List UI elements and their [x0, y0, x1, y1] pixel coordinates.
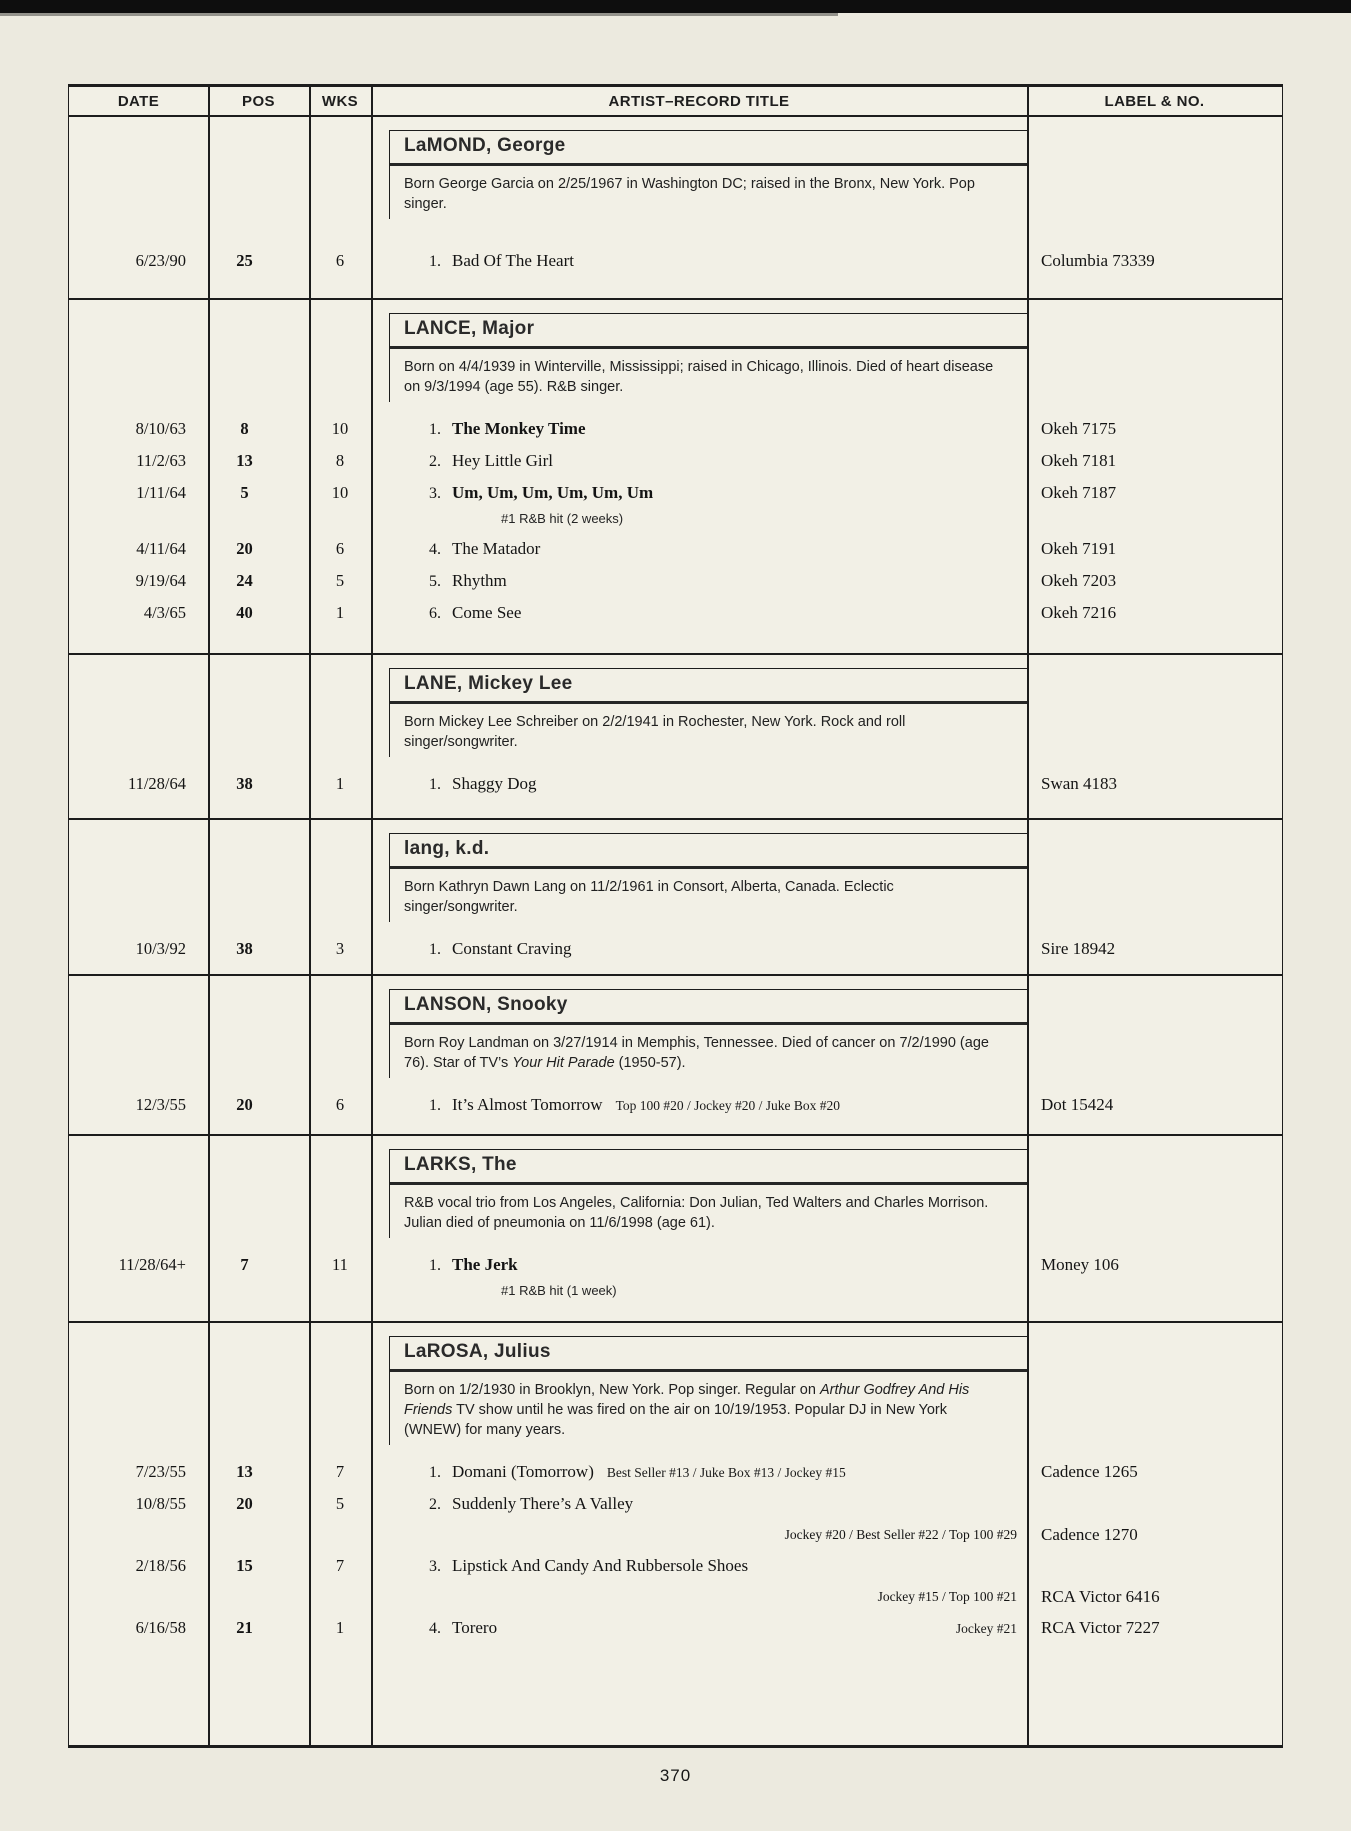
weeks-charted-cell: 6 [335, 251, 345, 270]
song-title-cell [371, 603, 1027, 623]
artist-name: LaROSA, Julius [390, 1336, 1027, 1372]
artist-section [69, 300, 1282, 655]
artist-bio [390, 704, 1027, 757]
header-wks: WKS [321, 92, 359, 110]
chart-positions-note: Jockey #21 [955, 1621, 1017, 1636]
record-entries [69, 1089, 1282, 1121]
song-title: It’s Almost Tomorrow [452, 1095, 603, 1114]
record-label: Okeh 7216 [1041, 603, 1117, 622]
scan-edge-top [0, 0, 1351, 13]
artist-header-block [389, 1149, 1027, 1238]
song-title: Constant Craving [452, 939, 572, 958]
song-title-cell [371, 571, 1027, 591]
peak-position-cell: 25 [236, 251, 253, 270]
record-subnote-row [69, 1281, 1282, 1305]
date-cell: 4/3/65 [143, 603, 186, 622]
date-cell: 8/10/63 [135, 419, 186, 438]
peak-position-cell: 20 [236, 539, 253, 558]
weeks-charted-cell: 3 [335, 939, 345, 958]
header-pos: POS [242, 92, 275, 110]
track-number: 2. [429, 1496, 441, 1513]
peak-position-cell: 40 [236, 603, 253, 622]
chart-positions-row [69, 1520, 1282, 1550]
rnb-hit-note: #1 R&B hit (1 week) [501, 1283, 617, 1298]
bio-text: (1950-57). [614, 1055, 686, 1071]
artist-header-block [389, 313, 1027, 402]
chart-positions-note: Jockey #15 / Top 100 #21 [877, 1589, 1017, 1604]
record-label: RCA Victor 7227 [1041, 1618, 1160, 1637]
record-row [69, 597, 1282, 629]
record-entries [69, 413, 1282, 629]
peak-position-cell: 5 [240, 483, 249, 502]
date-cell: 2/18/56 [135, 1556, 186, 1575]
chart-table [68, 84, 1283, 1748]
weeks-charted-cell: 1 [335, 603, 345, 622]
record-row [69, 445, 1282, 477]
date-cell: 4/11/64 [136, 539, 186, 558]
bio-text: Born on 1/2/1930 in Brooklyn, New York. Pop singer. Regular on [404, 1382, 820, 1398]
date-cell: 6/23/90 [135, 251, 186, 270]
date-cell: 11/2/63 [136, 451, 186, 470]
song-title-cell [371, 251, 1027, 271]
song-title: Bad Of The Heart [452, 251, 574, 270]
record-row [69, 1612, 1282, 1644]
song-title: Come See [452, 603, 522, 622]
bio-text: Born Roy Landman on 3/27/1914 in Memphis, Tennessee. Died of cancer on 7/2/1990 (age 76). Star of TV’s [404, 1035, 989, 1071]
record-row [69, 245, 1282, 277]
peak-position-cell: 8 [240, 419, 249, 438]
artist-header-block [389, 989, 1027, 1078]
song-title-cell [371, 451, 1027, 471]
peak-position-cell: 15 [236, 1556, 253, 1575]
artist-name: lang, k.d. [390, 833, 1027, 869]
artist-name: LANSON, Snooky [390, 989, 1027, 1025]
record-label: Okeh 7203 [1041, 571, 1117, 590]
record-label: Okeh 7175 [1041, 419, 1117, 438]
track-number: 1. [429, 253, 441, 270]
record-label: Okeh 7181 [1041, 451, 1117, 470]
track-number: 4. [429, 1620, 441, 1637]
weeks-charted-cell: 6 [335, 1095, 345, 1114]
song-title: The Monkey Time [452, 419, 586, 438]
artist-bio [390, 349, 1027, 402]
record-row [69, 1249, 1282, 1281]
artist-name: LANCE, Major [390, 313, 1027, 349]
weeks-charted-cell: 11 [332, 1255, 348, 1274]
track-number: 5. [429, 573, 441, 590]
artist-header-block [389, 1336, 1027, 1445]
date-cell: 11/28/64+ [118, 1255, 186, 1274]
bio-text: Born Mickey Lee Schreiber on 2/2/1941 in Rochester, New York. Rock and roll singer/songwriter. [404, 714, 906, 750]
artist-bio [390, 1025, 1027, 1078]
record-row [69, 1488, 1282, 1520]
song-title-cell [371, 1556, 1027, 1576]
track-number: 4. [429, 541, 441, 558]
track-number: 1. [429, 776, 441, 793]
track-number: 2. [429, 453, 441, 470]
artist-section [69, 1136, 1282, 1323]
song-title-cell [371, 1095, 1027, 1115]
weeks-charted-cell: 7 [335, 1462, 345, 1481]
bio-text: Your Hit Parade [512, 1055, 615, 1071]
record-entries [69, 933, 1282, 965]
page-number: 370 [659, 1766, 692, 1785]
artist-section [69, 976, 1282, 1136]
record-label: Sire 18942 [1041, 939, 1116, 958]
record-label: Columbia 73339 [1041, 251, 1155, 270]
song-title-cell [371, 1494, 1027, 1514]
peak-position-cell: 20 [236, 1494, 253, 1513]
song-title-cell [371, 1618, 1027, 1638]
record-entries [69, 245, 1282, 277]
weeks-charted-cell: 1 [335, 1618, 345, 1637]
record-row [69, 933, 1282, 965]
artist-header-block [389, 130, 1027, 219]
song-title-cell [371, 1462, 1027, 1482]
song-title: The Jerk [452, 1255, 518, 1274]
record-row [69, 1089, 1282, 1121]
weeks-charted-cell: 10 [331, 483, 349, 502]
date-cell: 1/11/64 [136, 483, 186, 502]
track-number: 1. [429, 1464, 441, 1481]
header-date: DATE [117, 92, 160, 110]
bio-text: Born Kathryn Dawn Lang on 11/2/1961 in Consort, Alberta, Canada. Eclectic singer/songwriter. [404, 879, 894, 915]
record-row [69, 565, 1282, 597]
artist-section [69, 117, 1282, 300]
artist-bio [390, 166, 1027, 219]
artist-name: LANE, Mickey Lee [390, 668, 1027, 704]
header-label-no: LABEL & NO. [1104, 92, 1205, 110]
record-label: Okeh 7191 [1041, 539, 1117, 558]
record-row [69, 1456, 1282, 1488]
peak-position-cell: 13 [236, 1462, 253, 1481]
weeks-charted-cell: 10 [331, 419, 349, 438]
peak-position-cell: 21 [236, 1618, 253, 1637]
record-subnote-row [69, 509, 1282, 533]
song-title-cell [371, 483, 1027, 503]
weeks-charted-cell: 7 [335, 1556, 345, 1575]
record-label: Money 106 [1041, 1255, 1119, 1274]
record-label: RCA Victor 6416 [1041, 1587, 1160, 1606]
bio-text: Arthur Godfrey And His Friends [404, 1382, 970, 1418]
record-entries [69, 1456, 1282, 1644]
date-cell: 9/19/64 [135, 571, 186, 590]
chart-positions-note: Jockey #20 / Best Seller #22 / Top 100 #29 [784, 1527, 1017, 1542]
peak-position-cell: 24 [236, 571, 253, 590]
date-cell: 12/3/55 [135, 1095, 186, 1114]
bio-text: R&B vocal trio from Los Angeles, California: Don Julian, Ted Walters and Charles Morrison. Julian died of pneumonia on 11/6/1998 (age 61). [404, 1195, 989, 1231]
artist-bio [390, 1185, 1027, 1238]
song-title: Um, Um, Um, Um, Um, Um [452, 483, 654, 502]
record-entries [69, 768, 1282, 800]
record-label: Dot 15424 [1041, 1095, 1114, 1114]
date-cell: 10/8/55 [135, 1494, 186, 1513]
record-row [69, 533, 1282, 565]
track-number: 3. [429, 485, 441, 502]
record-label: Swan 4183 [1041, 774, 1118, 793]
record-label: Cadence 1265 [1041, 1462, 1138, 1481]
weeks-charted-cell: 1 [335, 774, 345, 793]
track-number: 1. [429, 1257, 441, 1274]
record-row [69, 1550, 1282, 1582]
bio-text: Born on 4/4/1939 in Winterville, Mississippi; raised in Chicago, Illinois. Died of heart disease on 9/3/1994 (age 55). R&B singer. [404, 359, 994, 395]
song-title: Shaggy Dog [452, 774, 537, 793]
date-cell: 10/3/92 [135, 939, 186, 958]
peak-position-cell: 38 [236, 939, 253, 958]
header-artist-record-title: ARTIST–RECORD TITLE [608, 92, 790, 110]
date-cell: 11/28/64 [127, 774, 186, 793]
peak-position-cell: 38 [236, 774, 253, 793]
song-title: Torero [452, 1618, 498, 1637]
record-entries [69, 1249, 1282, 1305]
song-title: The Matador [452, 539, 541, 558]
artist-section [69, 655, 1282, 820]
track-number: 1. [429, 421, 441, 438]
song-title: Hey Little Girl [452, 451, 554, 470]
artist-name: LARKS, The [390, 1149, 1027, 1185]
track-number: 3. [429, 1558, 441, 1575]
track-number: 1. [429, 1097, 441, 1114]
record-label: Cadence 1270 [1041, 1525, 1138, 1544]
table-header [69, 87, 1282, 117]
artist-header-block [389, 833, 1027, 922]
weeks-charted-cell: 5 [335, 1494, 345, 1513]
record-row [69, 477, 1282, 509]
song-title: Lipstick And Candy And Rubbersole Shoes [452, 1556, 749, 1575]
chart-positions-note: Best Seller #13 / Juke Box #13 / Jockey #15 [606, 1465, 846, 1480]
song-title-cell [371, 539, 1027, 559]
artist-header-block [389, 668, 1027, 757]
chart-positions-note: Top 100 #20 / Jockey #20 / Juke Box #20 [615, 1098, 840, 1113]
song-title-cell [371, 774, 1027, 794]
song-title: Domani (Tomorrow) [452, 1462, 594, 1481]
rnb-hit-note: #1 R&B hit (2 weeks) [501, 511, 624, 526]
song-title-cell [371, 939, 1027, 959]
date-cell: 6/16/58 [135, 1618, 186, 1637]
weeks-charted-cell: 6 [335, 539, 345, 558]
artist-section [69, 820, 1282, 976]
record-row [69, 413, 1282, 445]
date-cell: 7/23/55 [135, 1462, 186, 1481]
song-title-cell [371, 1255, 1027, 1275]
track-number: 1. [429, 941, 441, 958]
peak-position-cell: 20 [236, 1095, 253, 1114]
song-title-cell [371, 419, 1027, 439]
artist-bio [390, 869, 1027, 922]
chart-positions-row [69, 1582, 1282, 1612]
song-title: Rhythm [452, 571, 507, 590]
weeks-charted-cell: 8 [335, 451, 345, 470]
artist-bio [390, 1372, 1027, 1445]
song-title: Suddenly There’s A Valley [452, 1494, 634, 1513]
record-label: Okeh 7187 [1041, 483, 1117, 502]
bio-text: Born George Garcia on 2/25/1967 in Washington DC; raised in the Bronx, New York. Pop singer. [404, 176, 975, 212]
artist-sections [69, 117, 1282, 1741]
record-row [69, 768, 1282, 800]
peak-position-cell: 7 [240, 1255, 249, 1274]
bio-text: TV show until he was fired on the air on 10/19/1953. Popular DJ in New York (WNEW) for many years. [404, 1402, 947, 1438]
peak-position-cell: 13 [236, 451, 253, 470]
artist-section [69, 1323, 1282, 1741]
weeks-charted-cell: 5 [335, 571, 345, 590]
artist-name: LaMOND, George [390, 130, 1027, 166]
track-number: 6. [429, 605, 441, 622]
